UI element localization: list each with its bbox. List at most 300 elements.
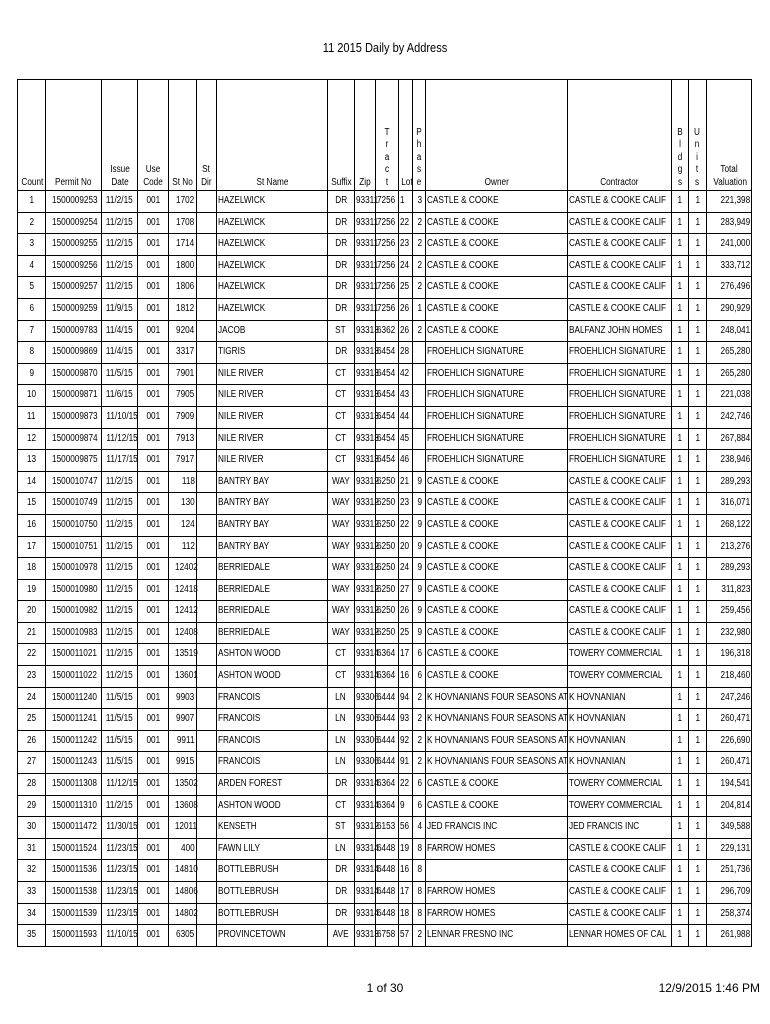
table-cell: 12412 xyxy=(168,601,196,623)
table-cell: 1 xyxy=(671,558,688,580)
table-row xyxy=(18,514,752,536)
table-cell: HAZELWICK xyxy=(217,234,328,256)
table-cell: 6305 xyxy=(168,925,196,947)
table-cell: 001 xyxy=(138,752,169,774)
table-cell: 001 xyxy=(138,536,169,558)
table-cell: K HOVNANIANS FOUR SEASONS AT xyxy=(426,687,568,709)
table-row xyxy=(18,817,752,839)
table-cell xyxy=(413,450,426,472)
table-cell: 1 xyxy=(671,277,688,299)
table-cell: 19 xyxy=(398,838,412,860)
table-cell: 259,456 xyxy=(706,601,751,623)
table-cell: 001 xyxy=(138,385,169,407)
table-cell xyxy=(196,752,217,774)
table-cell: 44 xyxy=(398,406,412,428)
table-cell: 6364 xyxy=(376,795,399,817)
table-cell: 1 xyxy=(671,342,688,364)
table-cell: 1714 xyxy=(168,234,196,256)
table-cell: 1 xyxy=(689,752,706,774)
table-cell: 6250 xyxy=(376,493,399,515)
table-cell: 6 xyxy=(413,774,426,796)
table-cell: FROEHLICH SIGNATURE xyxy=(568,406,672,428)
table-cell: 1500009255 xyxy=(45,234,101,256)
table-cell: CASTLE & COOKE xyxy=(426,298,568,320)
table-cell: 2 xyxy=(413,730,426,752)
table-cell: 93311 xyxy=(354,234,376,256)
table-cell xyxy=(196,579,217,601)
table-cell: 93312 xyxy=(354,558,376,580)
table-cell: 35 xyxy=(18,925,46,947)
table-cell: 93306 xyxy=(354,687,376,709)
table-cell: 21 xyxy=(398,471,412,493)
table-cell: 6454 xyxy=(376,385,399,407)
table-cell: 1 xyxy=(689,406,706,428)
table-cell: 1708 xyxy=(168,212,196,234)
table-cell: 26 xyxy=(398,320,412,342)
table-cell: 6454 xyxy=(376,363,399,385)
table-cell: 1 xyxy=(689,666,706,688)
table-row xyxy=(18,558,752,580)
table-row xyxy=(18,687,752,709)
table-cell: 7256 xyxy=(376,234,399,256)
table-cell: 001 xyxy=(138,903,169,925)
table-row xyxy=(18,622,752,644)
col-use-code: Use Code xyxy=(138,80,169,191)
table-cell: 4 xyxy=(413,817,426,839)
table-cell: 11/5/15 xyxy=(102,752,138,774)
table-cell: CASTLE & COOKE CALIF xyxy=(568,838,672,860)
table-cell: 6250 xyxy=(376,471,399,493)
table-cell: 1 xyxy=(671,752,688,774)
table-cell: 1 xyxy=(671,255,688,277)
table-cell: 6153 xyxy=(376,817,399,839)
table-cell xyxy=(196,450,217,472)
table-cell: 8 xyxy=(413,860,426,882)
table-cell: 15 xyxy=(18,493,46,515)
print-timestamp: 12/9/2015 1:46 PM xyxy=(658,981,760,995)
table-cell: 1 xyxy=(689,925,706,947)
col-total-valuation: Total Valuation xyxy=(706,80,751,191)
table-cell: K HOVNANIANS FOUR SEASONS AT xyxy=(426,752,568,774)
report-title: 11 2015 Daily by Address xyxy=(322,40,448,55)
table-cell: 7256 xyxy=(376,212,399,234)
table-cell: 11/2/15 xyxy=(102,536,138,558)
table-cell: 229,131 xyxy=(706,838,751,860)
table-cell: 276,496 xyxy=(706,277,751,299)
table-cell: DR xyxy=(327,903,354,925)
table-cell: 25 xyxy=(18,709,46,731)
table-cell: 001 xyxy=(138,320,169,342)
table-cell: 26 xyxy=(18,730,46,752)
table-cell: 34 xyxy=(18,903,46,925)
table-cell: FROEHLICH SIGNATURE xyxy=(426,406,568,428)
table-cell: 11/5/15 xyxy=(102,730,138,752)
table-cell: 93313 xyxy=(354,385,376,407)
table-cell: FAWN LILY xyxy=(217,838,328,860)
table-cell: 1 xyxy=(689,514,706,536)
table-cell: 1 xyxy=(671,622,688,644)
table-cell: DR xyxy=(327,277,354,299)
table-cell: 6758 xyxy=(376,925,399,947)
table-cell: JACOB xyxy=(217,320,328,342)
table-cell: 6364 xyxy=(376,666,399,688)
table-row xyxy=(18,471,752,493)
table-cell: CASTLE & COOKE CALIF xyxy=(568,622,672,644)
table-cell: 93314 xyxy=(354,795,376,817)
table-cell: 289,293 xyxy=(706,471,751,493)
table-cell: CASTLE & COOKE CALIF xyxy=(568,579,672,601)
table-cell: 13 xyxy=(18,450,46,472)
col-permit-no: Permit No xyxy=(45,80,101,191)
table-cell: 13519 xyxy=(168,644,196,666)
table-cell: 28 xyxy=(398,342,412,364)
table-cell: 268,122 xyxy=(706,514,751,536)
table-cell: 1500011240 xyxy=(45,687,101,709)
table-cell: 1 xyxy=(689,795,706,817)
table-cell xyxy=(196,795,217,817)
table-cell: 4 xyxy=(18,255,46,277)
table-cell: 1 xyxy=(18,191,46,213)
table-cell: 93312 xyxy=(354,493,376,515)
table-cell: 16 xyxy=(398,860,412,882)
table-cell: 247,246 xyxy=(706,687,751,709)
col-st-name: St Name xyxy=(217,80,328,191)
table-cell: 001 xyxy=(138,579,169,601)
table-row xyxy=(18,795,752,817)
table-cell: CASTLE & COOKE CALIF xyxy=(568,255,672,277)
table-cell: 28 xyxy=(18,774,46,796)
table-cell: 1702 xyxy=(168,191,196,213)
table-cell: 9 xyxy=(413,579,426,601)
table-cell: 93314 xyxy=(354,903,376,925)
table-cell xyxy=(196,277,217,299)
table-row xyxy=(18,428,752,450)
table-cell: WAY xyxy=(327,558,354,580)
table-cell: 9 xyxy=(413,471,426,493)
table-cell: 1500009869 xyxy=(45,342,101,364)
table-cell: 001 xyxy=(138,212,169,234)
table-cell: 001 xyxy=(138,622,169,644)
table-cell: 12 xyxy=(18,428,46,450)
table-cell: K HOVNANIANS FOUR SEASONS AT xyxy=(426,709,568,731)
table-cell: 45 xyxy=(398,428,412,450)
table-cell: 7913 xyxy=(168,428,196,450)
table-cell: 18 xyxy=(398,903,412,925)
table-cell: 9 xyxy=(413,622,426,644)
table-cell xyxy=(196,860,217,882)
table-cell xyxy=(196,558,217,580)
table-cell: BERRIEDALE xyxy=(217,622,328,644)
table-cell: 7917 xyxy=(168,450,196,472)
table-cell: 1 xyxy=(689,838,706,860)
table-cell: 1 xyxy=(689,363,706,385)
table-cell: CASTLE & COOKE CALIF xyxy=(568,558,672,580)
table-cell: 265,280 xyxy=(706,363,751,385)
table-cell: 11/9/15 xyxy=(102,298,138,320)
table-cell: 23 xyxy=(398,493,412,515)
table-cell: LN xyxy=(327,838,354,860)
table-cell: 1 xyxy=(671,925,688,947)
table-cell: 001 xyxy=(138,471,169,493)
table-row xyxy=(18,860,752,882)
table-cell: 6448 xyxy=(376,838,399,860)
table-cell: 1 xyxy=(413,298,426,320)
table-cell: 001 xyxy=(138,687,169,709)
table-cell: 2 xyxy=(413,212,426,234)
table-cell: 1500010751 xyxy=(45,536,101,558)
table-cell: LENNAR HOMES OF CAL xyxy=(568,925,672,947)
table-cell: 1 xyxy=(671,428,688,450)
table-cell: 93312 xyxy=(354,601,376,623)
table-cell: CASTLE & COOKE xyxy=(426,471,568,493)
table-cell: 1500009253 xyxy=(45,191,101,213)
table-cell: 001 xyxy=(138,406,169,428)
table-cell: 2 xyxy=(413,709,426,731)
table-cell xyxy=(196,342,217,364)
table-cell: 248,041 xyxy=(706,320,751,342)
table-cell: 001 xyxy=(138,234,169,256)
table-cell: 93312 xyxy=(354,817,376,839)
table-cell: 1 xyxy=(671,536,688,558)
table-cell: 1 xyxy=(671,687,688,709)
table-cell xyxy=(413,342,426,364)
table-row xyxy=(18,579,752,601)
table-cell: 93312 xyxy=(354,471,376,493)
table-cell: 6454 xyxy=(376,406,399,428)
table-cell: 2 xyxy=(413,277,426,299)
table-cell: 25 xyxy=(398,277,412,299)
table-cell: 22 xyxy=(398,212,412,234)
table-row xyxy=(18,255,752,277)
table-cell: DR xyxy=(327,212,354,234)
table-cell: 261,988 xyxy=(706,925,751,947)
table-cell: 13601 xyxy=(168,666,196,688)
table-cell: CT xyxy=(327,450,354,472)
table-row xyxy=(18,450,752,472)
table-cell: 1500011539 xyxy=(45,903,101,925)
table-row xyxy=(18,709,752,731)
table-cell: 001 xyxy=(138,666,169,688)
col-bldgs: B l d g s xyxy=(671,80,688,191)
table-cell: NILE RIVER xyxy=(217,450,328,472)
table-cell: 251,736 xyxy=(706,860,751,882)
table-cell: 11/23/15 xyxy=(102,903,138,925)
table-cell: 1 xyxy=(671,385,688,407)
table-cell: 001 xyxy=(138,860,169,882)
table-cell: 93313 xyxy=(354,320,376,342)
table-cell: 6250 xyxy=(376,601,399,623)
table-cell: 93312 xyxy=(354,514,376,536)
table-cell: 1 xyxy=(671,666,688,688)
table-cell: 1 xyxy=(689,234,706,256)
table-cell: CASTLE & COOKE CALIF xyxy=(568,536,672,558)
table-cell: 001 xyxy=(138,817,169,839)
table-cell: 93306 xyxy=(354,709,376,731)
table-cell: LN xyxy=(327,687,354,709)
table-cell: TOWERY COMMERCIAL xyxy=(568,774,672,796)
table-row xyxy=(18,234,752,256)
table-cell: 1812 xyxy=(168,298,196,320)
table-cell: 204,814 xyxy=(706,795,751,817)
table-cell: 11/2/15 xyxy=(102,234,138,256)
table-cell: 23 xyxy=(398,234,412,256)
table-cell: NILE RIVER xyxy=(217,363,328,385)
table-cell: 2 xyxy=(413,255,426,277)
table-cell: 311,823 xyxy=(706,579,751,601)
table-cell: 001 xyxy=(138,255,169,277)
table-row xyxy=(18,752,752,774)
table-cell: 6444 xyxy=(376,687,399,709)
table-cell: BANTRY BAY xyxy=(217,514,328,536)
table-cell: 1500011241 xyxy=(45,709,101,731)
table-cell: BERRIEDALE xyxy=(217,558,328,580)
table-cell: 1500011242 xyxy=(45,730,101,752)
table-cell xyxy=(426,860,568,882)
table-cell: 267,884 xyxy=(706,428,751,450)
table-cell: CASTLE & COOKE xyxy=(426,212,568,234)
table-row xyxy=(18,882,752,904)
table-cell: 7905 xyxy=(168,385,196,407)
table-cell xyxy=(196,255,217,277)
table-cell: CASTLE & COOKE xyxy=(426,622,568,644)
table-cell: CT xyxy=(327,428,354,450)
table-cell: 12011 xyxy=(168,817,196,839)
table-cell: 1 xyxy=(689,558,706,580)
table-cell: 5 xyxy=(18,277,46,299)
table-cell: 6364 xyxy=(376,644,399,666)
table-cell: ARDEN FOREST xyxy=(217,774,328,796)
table-cell: 1500010982 xyxy=(45,601,101,623)
table-cell: ASHTON WOOD xyxy=(217,644,328,666)
table-cell: 001 xyxy=(138,342,169,364)
table-cell: 20 xyxy=(18,601,46,623)
table-cell: FROEHLICH SIGNATURE xyxy=(426,363,568,385)
table-cell xyxy=(196,428,217,450)
table-row xyxy=(18,774,752,796)
table-cell: 18 xyxy=(18,558,46,580)
table-cell: 001 xyxy=(138,774,169,796)
table-cell: 9 xyxy=(18,363,46,385)
table-cell: 93312 xyxy=(354,536,376,558)
table-cell: 1500011308 xyxy=(45,774,101,796)
table-body xyxy=(18,191,752,947)
table-cell: 17 xyxy=(18,536,46,558)
table-cell: 6250 xyxy=(376,536,399,558)
table-cell: CT xyxy=(327,795,354,817)
table-cell: 241,000 xyxy=(706,234,751,256)
table-cell xyxy=(413,406,426,428)
table-cell: HAZELWICK xyxy=(217,212,328,234)
table-cell: FRANCOIS xyxy=(217,709,328,731)
table-cell: 11/10/15 xyxy=(102,925,138,947)
table-cell: 1 xyxy=(689,255,706,277)
table-cell: 1 xyxy=(671,709,688,731)
table-cell: DR xyxy=(327,774,354,796)
table-row xyxy=(18,191,752,213)
table-cell: 8 xyxy=(413,838,426,860)
table-cell: 93313 xyxy=(354,428,376,450)
table-cell: FARROW HOMES xyxy=(426,882,568,904)
table-cell: 93314 xyxy=(354,774,376,796)
table-cell: 226,690 xyxy=(706,730,751,752)
table-cell: 1 xyxy=(671,817,688,839)
table-cell: 400 xyxy=(168,838,196,860)
table-cell: 1500009783 xyxy=(45,320,101,342)
table-cell xyxy=(413,385,426,407)
table-cell: 2 xyxy=(413,320,426,342)
table-cell: 11/5/15 xyxy=(102,363,138,385)
table-cell: 6448 xyxy=(376,882,399,904)
table-cell: FRANCOIS xyxy=(217,687,328,709)
table-cell: 12402 xyxy=(168,558,196,580)
table-cell: 1 xyxy=(689,320,706,342)
table-cell: 27 xyxy=(18,752,46,774)
table-cell: 6 xyxy=(413,666,426,688)
table-cell xyxy=(196,406,217,428)
table-cell: 9204 xyxy=(168,320,196,342)
table-cell: 11/12/15 xyxy=(102,428,138,450)
table-cell: 30 xyxy=(18,817,46,839)
table-cell: 16 xyxy=(398,666,412,688)
table-cell: CASTLE & COOKE CALIF xyxy=(568,903,672,925)
table-cell: 11/2/15 xyxy=(102,493,138,515)
table-row xyxy=(18,277,752,299)
table-cell: CASTLE & COOKE xyxy=(426,255,568,277)
table-cell: 11/23/15 xyxy=(102,860,138,882)
table-cell: 22 xyxy=(398,774,412,796)
table-cell: 6448 xyxy=(376,860,399,882)
table-cell: 1 xyxy=(689,774,706,796)
table-cell: K HOVNANIAN xyxy=(568,752,672,774)
table-row xyxy=(18,903,752,925)
table-cell: CASTLE & COOKE xyxy=(426,536,568,558)
table-cell: CASTLE & COOKE CALIF xyxy=(568,234,672,256)
table-cell: ST xyxy=(327,817,354,839)
table-cell: 11/4/15 xyxy=(102,320,138,342)
table-cell: 1500011524 xyxy=(45,838,101,860)
table-cell: FROEHLICH SIGNATURE xyxy=(426,385,568,407)
table-cell: 001 xyxy=(138,191,169,213)
table-cell: 8 xyxy=(18,342,46,364)
table-cell: FROEHLICH SIGNATURE xyxy=(568,342,672,364)
table-row xyxy=(18,342,752,364)
table-cell: LN xyxy=(327,730,354,752)
table-cell: CASTLE & COOKE CALIF xyxy=(568,471,672,493)
table-cell: 6 xyxy=(18,298,46,320)
table-cell: 7256 xyxy=(376,298,399,320)
table-cell: 93306 xyxy=(354,730,376,752)
table-cell: 9 xyxy=(413,493,426,515)
table-cell: 6444 xyxy=(376,709,399,731)
table-cell: NILE RIVER xyxy=(217,428,328,450)
table-cell: TIGRIS xyxy=(217,342,328,364)
table-cell: 6250 xyxy=(376,514,399,536)
table-row xyxy=(18,212,752,234)
table-cell: ASHTON WOOD xyxy=(217,795,328,817)
table-cell: 11/6/15 xyxy=(102,385,138,407)
table-cell: 6362 xyxy=(376,320,399,342)
table-cell xyxy=(196,730,217,752)
table-cell: 349,588 xyxy=(706,817,751,839)
table-cell: 1 xyxy=(671,903,688,925)
table-cell: FROEHLICH SIGNATURE xyxy=(568,450,672,472)
col-phase: P h a s e xyxy=(413,80,426,191)
table-cell: 1 xyxy=(671,493,688,515)
table-cell xyxy=(196,471,217,493)
table-cell: 9 xyxy=(413,514,426,536)
table-cell: 93312 xyxy=(354,622,376,644)
table-cell: TOWERY COMMERCIAL xyxy=(568,644,672,666)
